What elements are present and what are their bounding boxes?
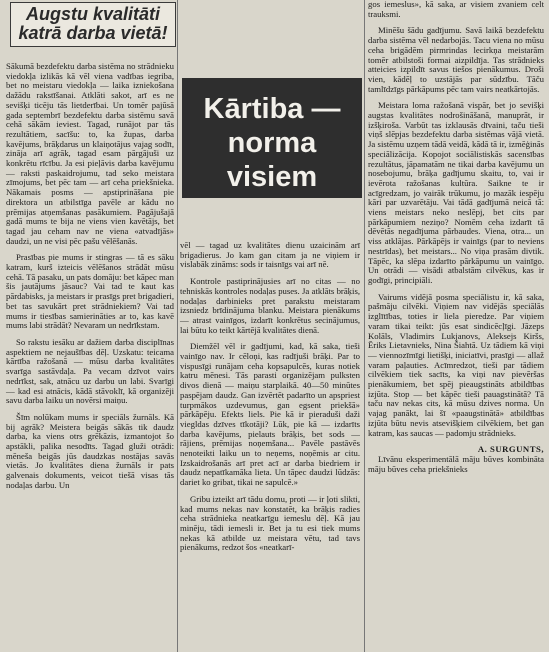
column-divider-right (364, 0, 365, 652)
banner-line-1: Kārtiba — (203, 93, 341, 125)
paragraph: Kontrole pastiprinājusies arī no citas — no tehniskās kontroles nodaļas puses. Ja atklāts brāķis, nodaļas darbinieks pret parakstu meistaram izsniedz brīdinājuma blanku. Meistara pienākums — atrast vainīgos, izdarīt konkrētus secinājumus, lai būtu ko teikt kārtējā kvalitātes dienā. (180, 276, 360, 335)
article-headline (10, 2, 176, 47)
paragraph: So rakstu iesāku ar dažiem darba disciplīnas aspektiem ne nejaušības dēļ. Uzskatu: teicama kārtība ražošanā — mūsu darba kvalitātes svarīga sastāvdaļa. Pa vecam dzīvot vairs nedrīkst, sak, atnācu uz darbu un labi. Svarīgi — kad esi atnācis, kādā stāvoklī, kā organizēji savu darba laiku un novērsi maiņu. (6, 336, 174, 406)
paragraph: Vairums vidējā posma speciālistu ir, kā saka, pašmāju cilvēki. Viņiem nav vidējās speciālās izglītības, toties ir liela pieredze. Par viņiem varam tikai teikt: jūs esat sindicēcļīgi. Jāzeps Kolāls, Vladimirs Lukjanovs, Aleksejs Kiršs, Ēriks Lietavnieks, Nina Šiahtā. Uz tādiem kā viņi — viennozīmīgi lietišķi, iniciatīvi, prasīgi — allaž varam paļauties. Acīmredzot, tieši par tādiem cilvēkiem tiek sacīts, ka viņi nav pievēršas pienākumiem, bet spēj pieaugstināts atbildības izjūta. Stop — bet kāpēc tieši pauagstinātā? Tā taču nav nekas cits, kā mūsu dzives norma. Un vajag panākt, lai šī «paaugstinātā» atbildības izjūta būtu nevis atsevišķiem cilvēkiem, bet gan katram, kas saucas — padomju strādnieks. (368, 291, 544, 438)
paragraph: gos iemeslus», kā saka, ar visiem zvaniem celt trauksmi. (368, 0, 544, 19)
subheadline-banner (182, 78, 362, 198)
paragraph: Minēšu šādu gadījumu. Savā laikā bezdefektu darba sistēma vēl nedarbojās. Tacu viena no mūsu ceha brigādēm pirmrindas lecirkņa meistarām tomēr atbilstoši formai aizpildīja. Tas strādnieks atteicies izpildīt savus tiešos pienākumus. Droši vien, kādēļ to uzstājās par sūdzību. Tāču tamlīdzīgs pārkāpums pēc tam vairs neatkārtojās. (368, 25, 544, 94)
headline-line-2: katrā darba vietā! (18, 23, 168, 43)
paragraph: Prasības pie mums ir stingras — tā es sāku katram, kurš izteicis vēlēšanos strādāt mūsu cehā. Tā pasaku, un pats domāju: bet kāpec man šis jautājums jāsauc? Vai tad te kaut kas pārdabisks, ja meistars ir prasīgs pret brigadieri, bet tas savukārt pret strādniekiem? Vai tad mums ir tiesības samierināties ar to, kas kavē mums labi strādāt? Nevaram un nedrīkstam. (6, 252, 174, 331)
author-name: A. SURGUNTS, (477, 444, 544, 455)
headline-line-1: Augstu kvalitāti (25, 4, 161, 24)
right-column (368, 0, 544, 481)
middle-column (180, 241, 360, 560)
left-column (6, 62, 174, 498)
paragraph: Gribu izteikt arī tādu domu, proti — ir ļoti slikti, kad mums nekas nav konstatēt, ka brāķis radies ceha strādnieka neatkarīgu iemeslu dēļ. Kā jau minēju, tādi iemesli ir. Bet ja tu esi tiek mums nekas kā atbilde uz meistara vētu, tad tavs pienākums, redzot šos «neatkarī- (180, 493, 360, 553)
banner-line-2: norma (227, 127, 317, 159)
paragraph: Sākumā bezdefektu darba sistēma no strādnieku viedokļa izlikās kā vēl viena vadības iegriba, bet no meistaru viedokļa — laika izniekošana dažādu rakstīšanai. Atklāti sakot, arī es ne sevišķi ticēju tās lietderībai. Un tomēr pajūsā gada septembrī bezdefektu darba sistēmu savā cehā sākām ieviest. Tagad, runājot par tās rezultātiem, sacīšu: to, ka župas, darba kavējums, brāķdarus un klaiņotājus vajag sodīt, zināja arī agrāk, tagad esam pārgājuši uz konkrētu rīcību. Ja esi pieļāvis darba kavējumu — raksti paskaidrojumu, tad seko meistara zīmojums, bet pēc tam — arī ceha priekšnieka. Nākamais posms — apstiprināšana pie direktora un atbilstīga pavēle ar kādu no prēmijas atņemšanas pasākumiem. Pagājušajā gadā mums te bija ne viens vien kavētājs, bet tagad jau ceham nav ne viena «atvadījās» daudzi, un ne visi pēc pašu vēlēšanās. (6, 61, 174, 246)
column-divider-left (177, 0, 178, 652)
author-position: Līvānu eksperimentālā māju būves kombināta māju būves ceha priekšnieks (368, 453, 544, 474)
paragraph: vēl — tagad uz kvalitātes dienu uzaicinām arī brigadierus. Jo kam gan citam ja ne viņiem ir vislabāk zināms: sods ir taisnīgs vai arī nē. (180, 240, 360, 270)
paragraph: Diemžēl vēl ir gadījumi, kad, kā saka, tieši vainīgo nav. Ir cēloņi, kas radījuši brāķi. Par to vispusīgi runājam ceha kopsapulcēs, kuras notiek katru mēnesi. Tās parasti organizējam pulksten divos dienā — maiņu starplaikā. 40—50 minūtes paspējam daudz. Gan izvērtēt padarīto un apspriest turpmākos uzdevumus, gan egsent priekšā» pārkāpēju. Efekts liels. Pie kā ir pieraduši daži viegldas dzīves tīkotāji? Lūk, pie kā — izdarīts darba kavējums, pielauts brāķis, bet sods — rājiens, prēmijas noņemšana... Pavēle pastāvēs nenoteikti laiku un to neņems, noņēmis ar citu. Izskaidrošanās arī pret acī ar darba biedriem ir daudz nepatīkamāka lieta. Un tāpec daudzi lūdzās: dariet ko gribat, tikai ne sapulcē.» (180, 341, 360, 488)
paragraph: Meistara loma ražošanā vispār, bet jo sevišķi augstas kvalitātes nodrošināšanā, manuprāt, ir izšķiroša. Varbūt tas izklausās dīvaini, taču tieši viņš slēpjas bezdefektu darba sistēmas vājā vietā. Ja sistēmu uzņem tādā veidā, kādā tā ir, izmēģinās speciālizācija. Kopojot sociālistiskās sacensības rezultātus, jāpamatām ne tikai darba kavējumu un nosebojumu, brāķa gadījumu skaitu, to, vai ir ievērota ražošanas kultūra. Saikne te ir acīgredzam, jo vairāk trūkumu, jo mazāk iespēju kāri par uzvarētāju. Vai tādā gadījumā neicā tā: viens meistars neko neslēpj, bet cits par pārkāpumiem neziņo? Nomēm ceha izdarīt tā dēvētās negadījuma pārbaudes. Viena, otra... un viss atklājas. Pārkāpējs ir vainīgs (par to neviens nestrīdas), bet meistars... No viņa prasām divtik. Tāpēc, ka slēpa izdarīto pārkāpumu un vainīgo. Un otrādi — visādi atbalstām cilvēkus, kas ir godīgi, principiāli. (368, 100, 544, 285)
paragraph: Šīm nolūkam mums ir speciāls žurnāls. Kā bij agrāk? Meistera beigās sākās tik daudz darba, ka viens otrs grēkāzis, izmantojot šo apstākli, palika nesodīts. Tagad gluži otrādi: mēneša beigās jūs daudzkas nostājas savās vietās. Jo kvalitātes diena žurnāls ir pats galvenais dokuments, veicot tiešā visas tās nodaļas darbu. Un (6, 411, 174, 490)
banner-line-3: visiem (226, 161, 318, 193)
